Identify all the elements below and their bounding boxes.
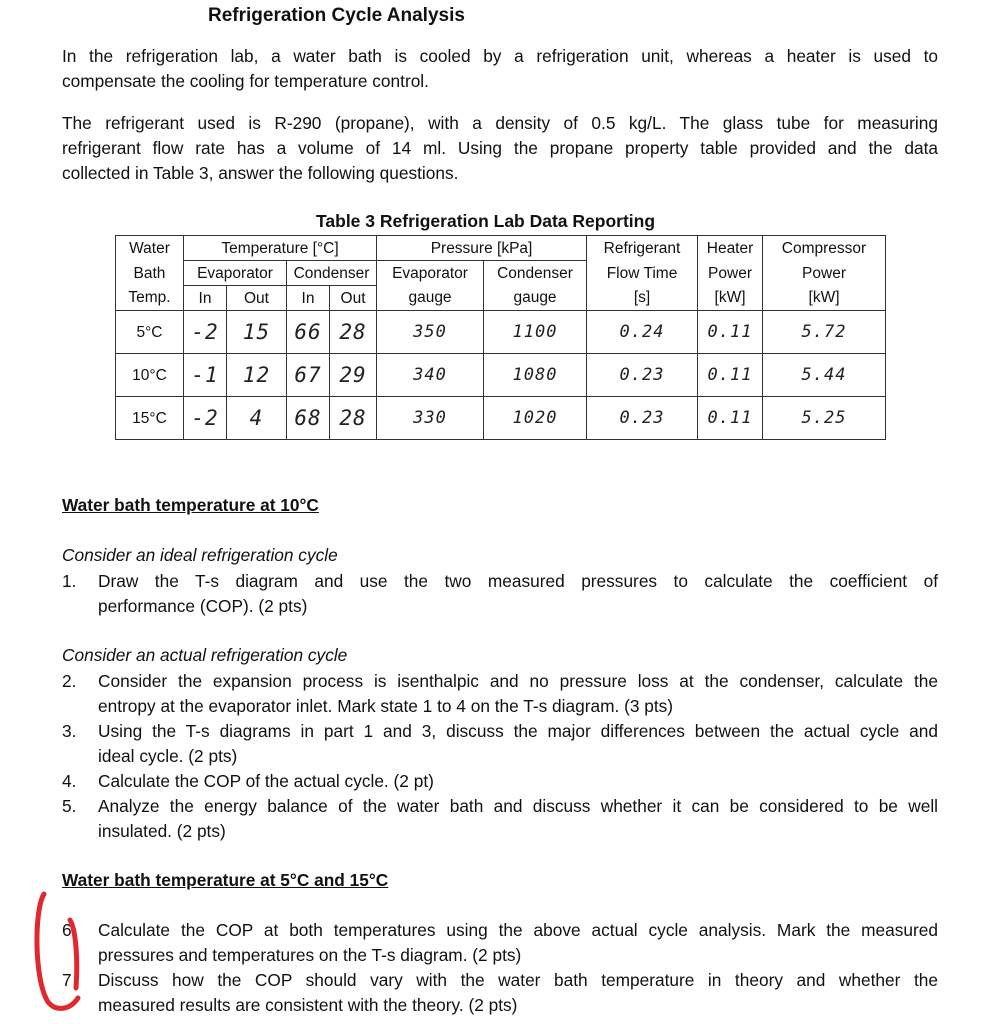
text-line: entropy at the evaporator inlet. Mark state 1 to 4 on the T-s diagram. (3 pts)	[98, 696, 674, 716]
header-flow: Refrigerant	[587, 236, 698, 261]
cell-compressor: 5.44	[763, 354, 886, 397]
intro-paragraph-2	[62, 111, 938, 186]
cell-cond-out: 28	[330, 397, 377, 440]
text-line: Using the T-s diagrams in part 1 and 3, discuss the major differences between the actual cycle and	[98, 721, 938, 741]
cell-p-evap: 350	[377, 311, 484, 354]
header-heater: [kW]	[698, 286, 763, 311]
cell-evap-in: -2	[184, 397, 227, 440]
cell-flow: 0.24	[587, 311, 698, 354]
cell-heater: 0.11	[698, 354, 763, 397]
text-line: pressures and temperatures on the T-s diagram. (2 pts)	[98, 945, 522, 965]
data-table	[115, 235, 886, 440]
cell-cond-in: 66	[287, 311, 330, 354]
text-line: compensate the cooling for temperature control.	[62, 71, 429, 91]
header-flow: Flow Time	[587, 261, 698, 286]
header-cond-out: Out	[330, 286, 377, 311]
text-line: Discuss how the COP should vary with the water bath temperature in theory and whether the	[98, 970, 938, 990]
text-line: refrigerant flow rate has a volume of 14 ml. Using the propane property table provided and the data	[62, 138, 938, 158]
question-number: 6	[62, 920, 72, 940]
header-pressure-condenser: Condenser	[484, 261, 587, 286]
header-cond-gauge: gauge	[484, 286, 587, 311]
cell-evap-out: 4	[227, 397, 287, 440]
ideal-cycle-heading: Consider an ideal refrigeration cycle	[62, 545, 338, 565]
cell-p-cond: 1100	[484, 311, 587, 354]
question-number: 1.	[62, 571, 77, 591]
cell-compressor: 5.25	[763, 397, 886, 440]
text-line: Draw the T-s diagram and use the two measured pressures to calculate the coefficient of	[98, 571, 938, 591]
header-evap-in: In	[184, 286, 227, 311]
question-number: 4.	[62, 771, 77, 791]
text-line: ideal cycle. (2 pts)	[98, 746, 238, 766]
text-line: Consider the expansion process is isenthalpic and no pressure loss at the condenser, calculate the	[98, 671, 938, 691]
cell-evap-in: -2	[184, 311, 227, 354]
cell-heater: 0.11	[698, 311, 763, 354]
cell-evap-in: -1	[184, 354, 227, 397]
cell-p-cond: 1020	[484, 397, 587, 440]
cell-heater: 0.11	[698, 397, 763, 440]
table-row	[116, 311, 886, 354]
header-water-bath: Bath	[116, 261, 184, 286]
cell-temp: 15°C	[116, 397, 184, 440]
cell-temp: 5°C	[116, 311, 184, 354]
cell-cond-out: 29	[330, 354, 377, 397]
header-flow: [s]	[587, 286, 698, 311]
cell-p-evap: 330	[377, 397, 484, 440]
cell-flow: 0.23	[587, 397, 698, 440]
cell-temp: 10°C	[116, 354, 184, 397]
annotation-stroke	[37, 894, 78, 1008]
cell-cond-in: 68	[287, 397, 330, 440]
question-number: 3.	[62, 721, 77, 741]
table-caption: Table 3 Refrigeration Lab Data Reporting	[316, 211, 656, 231]
header-temp-evaporator: Evaporator	[184, 261, 287, 286]
question-number: 5.	[62, 796, 77, 816]
cell-p-cond: 1080	[484, 354, 587, 397]
table-row	[116, 354, 886, 397]
header-cond-in: In	[287, 286, 330, 311]
header-evap-gauge: gauge	[377, 286, 484, 311]
text-line: Calculate the COP at both temperatures using the above actual cycle analysis. Mark the measured	[98, 920, 938, 940]
text-line: measured results are consistent with the theory. (2 pts)	[98, 995, 518, 1015]
section-heading-10c: Water bath temperature at 10°C	[62, 495, 319, 515]
actual-cycle-heading: Consider an actual refrigeration cycle	[62, 645, 348, 665]
cell-evap-out: 12	[227, 354, 287, 397]
text-line: The refrigerant used is R-290 (propane), with a density of 0.5 kg/L. The glass tube for measuring	[62, 113, 938, 133]
text-line: In the refrigeration lab, a water bath is cooled by a refrigeration unit, whereas a heater is used to	[62, 46, 938, 66]
header-compressor: [kW]	[763, 286, 886, 311]
header-water-bath: Temp.	[116, 286, 184, 311]
table-row	[116, 397, 886, 440]
header-compressor: Power	[763, 261, 886, 286]
header-temperature: Temperature [°C]	[184, 236, 377, 261]
header-pressure-evaporator: Evaporator	[377, 261, 484, 286]
text-line: Calculate the COP of the actual cycle. (2 pt)	[98, 771, 434, 791]
header-heater: Heater	[698, 236, 763, 261]
header-evap-out: Out	[227, 286, 287, 311]
cell-cond-in: 67	[287, 354, 330, 397]
question-number: 7	[62, 970, 72, 990]
intro-paragraph-1	[62, 44, 938, 94]
section-heading-5c-15c: Water bath temperature at 5°C and 15°C	[62, 870, 389, 890]
question-number: 2.	[62, 671, 77, 691]
cell-flow: 0.23	[587, 354, 698, 397]
text-line: Analyze the energy balance of the water bath and discuss whether it can be considered to be well	[98, 796, 938, 816]
text-line: collected in Table 3, answer the following questions.	[62, 163, 459, 183]
header-heater: Power	[698, 261, 763, 286]
page-title: Refrigeration Cycle Analysis	[208, 5, 465, 26]
text-line: insulated. (2 pts)	[98, 821, 226, 841]
header-water-bath: Water	[116, 236, 184, 261]
cell-compressor: 5.72	[763, 311, 886, 354]
text-line: performance (COP). (2 pts)	[98, 596, 308, 616]
header-temp-condenser: Condenser	[287, 261, 377, 286]
cell-evap-out: 15	[227, 311, 287, 354]
header-compressor: Compressor	[763, 236, 886, 261]
header-pressure: Pressure [kPa]	[377, 236, 587, 261]
cell-p-evap: 340	[377, 354, 484, 397]
cell-cond-out: 28	[330, 311, 377, 354]
red-annotation-mark	[30, 890, 90, 1014]
